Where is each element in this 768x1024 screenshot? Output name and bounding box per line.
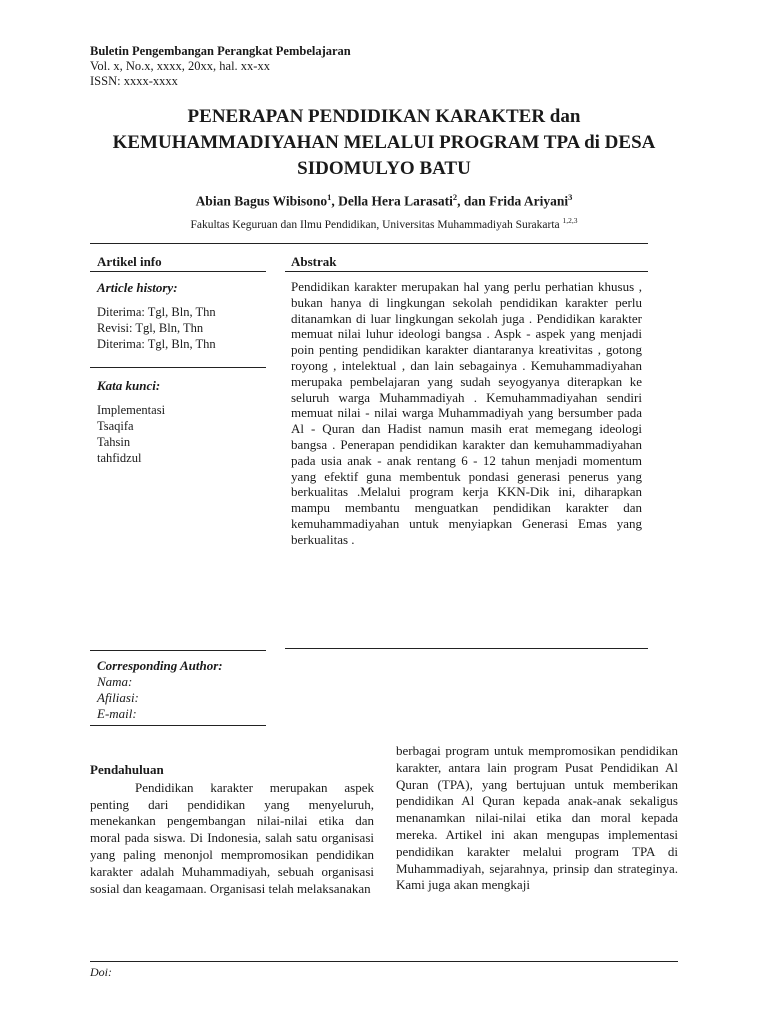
intro-paragraph-right: berbagai program untuk mempromosikan pendidikan karakter, antara lain program Pusat Pendidikan Al Quran (TPA), yang bertujuan untuk memberikan pendidikan Al Quran kepada anak-anak sekaligus menanamkan nilai-nilai etika dan moral kepada mereka. Artikel ini akan mengupas implementasi pendidikan karakter melalui program TPA di Muhammadiyah, sejarahnya, prinsip dan strateginya. Kami juga akan mengkaji bbox=[396, 743, 678, 893]
abstract-rule bbox=[285, 271, 648, 272]
history-revised: Revisi: Tgl, Bln, Thn bbox=[97, 321, 204, 335]
author-3-sup: 3 bbox=[568, 192, 573, 202]
author-1-sup: 1 bbox=[327, 192, 332, 202]
corresponding-rule bbox=[90, 725, 266, 726]
affiliation-sup: 1,2,3 bbox=[562, 216, 578, 225]
keywords-rule bbox=[90, 367, 266, 368]
keyword: Tsaqifa bbox=[97, 419, 134, 433]
paper-title bbox=[60, 104, 708, 182]
author-list bbox=[60, 192, 708, 210]
journal-name: Buletin Pengembangan Perangkat Pembelajaran bbox=[90, 44, 351, 58]
top-divider bbox=[90, 243, 648, 244]
title-line-2: KEMUHAMMADIYAHAN MELALUI PROGRAM TPA di DESA bbox=[112, 132, 656, 153]
article-info-rule bbox=[90, 271, 266, 272]
abstract-bottom-rule bbox=[285, 648, 648, 649]
body-left-column bbox=[90, 762, 374, 897]
corresponding-name: Nama: bbox=[97, 674, 133, 689]
author-3: Frida Ariyani bbox=[489, 193, 569, 209]
author-1: Abian Bagus Wibisono bbox=[195, 193, 328, 209]
corresponding-affiliation: Afiliasi: bbox=[97, 690, 139, 705]
journal-header bbox=[90, 44, 351, 89]
keyword: tahfidzul bbox=[97, 451, 142, 465]
author-2-sup: 2 bbox=[452, 192, 458, 202]
author-2: Della Hera Larasati bbox=[338, 193, 453, 209]
keyword: Implementasi bbox=[97, 403, 166, 417]
keywords-list bbox=[97, 402, 165, 466]
body-right-column bbox=[396, 743, 678, 894]
history-received: Diterima: Tgl, Bln, Thn bbox=[97, 305, 216, 319]
info-bottom-rule bbox=[90, 650, 266, 651]
affiliation-text: Fakultas Keguruan dan Ilmu Pendidikan, Universitas Muhammadiyah Surakarta bbox=[190, 218, 563, 231]
article-info-label: Artikel info bbox=[97, 254, 162, 269]
author-sep-1: , bbox=[331, 193, 339, 209]
title-line-3: SIDOMULYO BATU bbox=[297, 158, 471, 179]
title-line-1: PENERAPAN PENDIDIKAN KARAKTER dan bbox=[187, 106, 581, 127]
abstract-label: Abstrak bbox=[291, 254, 337, 269]
affiliation bbox=[60, 216, 708, 231]
article-history-label: Article history: bbox=[97, 280, 178, 295]
keyword: Tahsin bbox=[97, 435, 131, 449]
corresponding-author bbox=[97, 658, 223, 722]
abstract-text: Pendidikan karakter merupakan hal yang perlu perhatian khusus , bukan hanya di lingkungan sekolah pendidikan karakter perlu ditanamkan di luar lingkungan sekolah juga . Pendidikan karakter memuat nilai luhur ideologi bangsa . Aspk - aspek yang menjadi poin penting pendidikan karakter diantaranya kreativitas , gotong royong , intelektual , dan lain sebagainya . Kemuhammadiyahan merupaka pembelajaran yang sudah seyogyanya diterapkan ke seluruh warga Muhammadiyah . Kemuhammadiyahan sendiri memuat nilai - nilai warga Muhammadiyah yang bersumber pada Al - Quran dan Hadist namun masih erat memegang ideologi bangsa . Penerapan pendidikan karakter dan kemuhammadiyahan pada usia anak - anak rentang 6 - 12 tahun menjadi momentum yang efektif guna membentuk pondasi generasi penerus yang berkualitas .Melalui program kerja KKN-Dik ini, diharapkan mampu membantu menguatkan pendidikan karakter dan kemuhammadiyahan untuk menyiapkan Generasi Emas yang berkualitas . bbox=[291, 279, 642, 547]
article-history-list bbox=[97, 304, 216, 352]
doi-label: Doi: bbox=[90, 965, 112, 979]
author-sep-2: , dan bbox=[457, 193, 490, 209]
section-heading: Pendahuluan bbox=[90, 762, 164, 777]
keywords-label: Kata kunci: bbox=[97, 378, 161, 393]
journal-issn: ISSN: xxxx-xxxx bbox=[90, 74, 178, 88]
history-accepted: Diterima: Tgl, Bln, Thn bbox=[97, 337, 216, 351]
journal-volume: Vol. x, No.x, xxxx, 20xx, hal. xx-xx bbox=[90, 59, 270, 73]
footer-rule bbox=[90, 961, 678, 962]
corresponding-label: Corresponding Author: bbox=[97, 658, 223, 673]
intro-paragraph-left: Pendidikan karakter merupakan aspek penting dari pendidikan yang menyeluruh, menekankan pengembangan nilai-nilai etika dan moral pada siswa. Di Indonesia, salah satu organisasi yang paling menonjol mempromosikan pendidikan karakter adalah Muhammadiyah, sebuah organisasi sosial dan keagamaan. Organisasi telah melaksanakan bbox=[90, 779, 374, 896]
corresponding-email: E-mail: bbox=[97, 706, 137, 721]
